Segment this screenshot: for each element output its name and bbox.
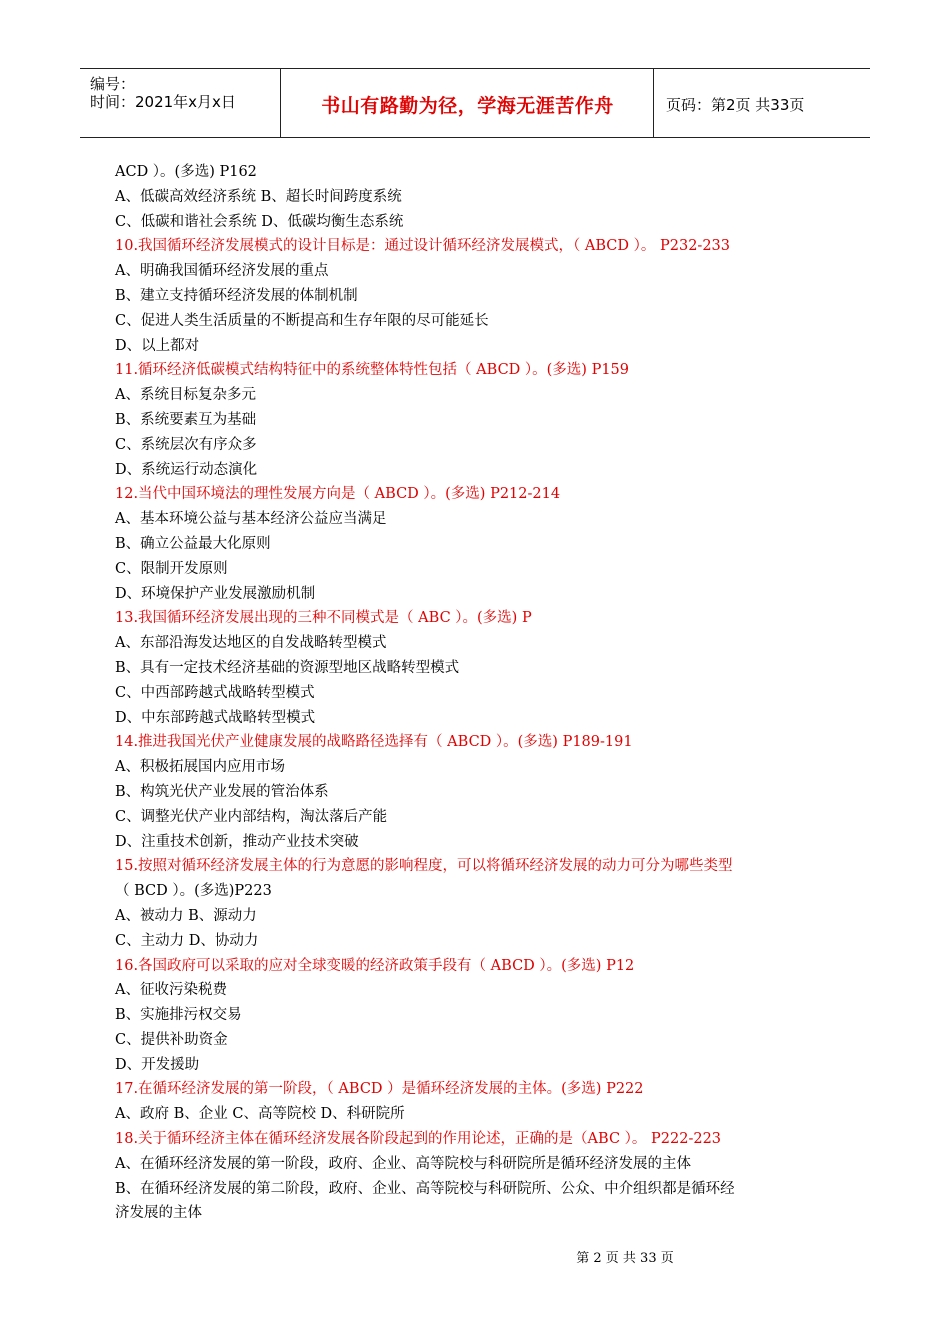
text-line: D、注重技术创新，推动产业技术突破 [115, 833, 359, 850]
document-body [115, 160, 845, 1226]
text-line: （ BCD ）。(多选)P223 [115, 883, 272, 900]
text-line: B、系统要素互为基础 [115, 411, 257, 428]
text-line: A、基本环境公益与基本经济公益应当满足 [115, 511, 387, 528]
question-line: 10.我国循环经济发展模式的设计目标是：通过设计循环经济发展模式，（ ABCD ）。 P232-233 [115, 238, 731, 255]
text-line: B、在循环经济发展的第二阶段，政府、企业、高等院校与科研院所、公众、中介组织都是循环经 [115, 1180, 735, 1197]
question-line: 18.关于循环经济主体在循环经济发展各阶段起到的作用论述，正确的是（ABC ）。 P222-223 [115, 1131, 722, 1148]
text-line: A、积极拓展国内应用市场 [115, 759, 285, 776]
question-line: 15.按照对循环经济发展主体的行为意愿的影响程度，可以将循环经济发展的动力可分为哪些类型 [115, 858, 733, 875]
page-header [80, 68, 870, 138]
text-line: D、环境保护产业发展激励机制 [115, 585, 316, 602]
text-line: A、低碳高效经济系统 B、超长时间跨度系统 [115, 188, 402, 205]
text-line: C、主动力 D、协动力 [115, 932, 259, 949]
text-line: C、限制开发原则 [115, 560, 228, 577]
page-footer: 第 2 页 共 33 页 [576, 1251, 674, 1266]
question-line: 13.我国循环经济发展出现的三种不同模式是（ ABC ）。(多选) P [115, 610, 532, 627]
text-line: C、低碳和谐社会系统 D、低碳均衡生态系统 [115, 213, 404, 230]
text-line: A、在循环经济发展的第一阶段，政府、企业、高等院校与科研院所是循环经济发展的主体 [115, 1155, 691, 1172]
question-line: 12.当代中国环境法的理性发展方向是（ ABCD ）。(多选) P212-214 [115, 486, 561, 503]
text-line: B、建立支持循环经济发展的体制机制 [115, 287, 358, 304]
text-line: D、开发援助 [115, 1056, 200, 1073]
header-motto-cell [282, 69, 654, 137]
header-right-cell [656, 69, 870, 137]
text-line: B、确立公益最大化原则 [115, 535, 271, 552]
text-line: C、系统层次有序众多 [115, 436, 257, 453]
text-line: B、构筑光伏产业发展的管治体系 [115, 783, 329, 800]
text-line: A、明确我国循环经济发展的重点 [115, 263, 329, 280]
text-line: ACD ）。(多选) P162 [115, 164, 257, 180]
motto: 书山有路勤为径，学海无涯苦作舟 [321, 95, 614, 117]
text-line: B、实施排污权交易 [115, 1007, 242, 1024]
question-line: 11.循环经济低碳模式结构特征中的系统整体特性包括（ ABCD ）。(多选) P159 [115, 362, 629, 379]
text-line: 济发展的主体 [115, 1205, 202, 1222]
number-label: 编号： [90, 75, 136, 93]
text-line: D、以上都对 [115, 337, 200, 354]
text-line: C、调整光伏产业内部结构，淘汰落后产能 [115, 808, 388, 825]
text-line: D、系统运行动态演化 [115, 461, 258, 478]
text-line: D、中东部跨越式战略转型模式 [115, 709, 316, 726]
text-line: A、系统目标复杂多元 [115, 387, 256, 404]
text-line: A、东部沿海发达地区的自发战略转型模式 [115, 635, 387, 652]
text-line: A、征收污染税费 [115, 982, 227, 999]
header-left-cell [80, 69, 281, 137]
text-line: A、政府 B、企业 C、高等院校 D、科研院所 [115, 1106, 405, 1123]
text-line: C、促进人类生活质量的不断提高和生存年限的尽可能延长 [115, 312, 489, 329]
question-line: 17.在循环经济发展的第一阶段，（ ABCD ）是循环经济发展的主体。(多选) P222 [115, 1081, 644, 1098]
text-line: A、被动力 B、源动力 [115, 907, 257, 924]
text-line: C、提供补助资金 [115, 1031, 228, 1048]
text-line: C、中西部跨越式战略转型模式 [115, 684, 315, 701]
page-info: 页码：第2页 共33页 [666, 96, 805, 114]
question-line: 16.各国政府可以采取的应对全球变暖的经济政策手段有（ ABCD ）。(多选) P12 [115, 957, 635, 974]
text-line: B、具有一定技术经济基础的资源型地区战略转型模式 [115, 659, 460, 676]
date-label: 时间：2021年x月x日 [90, 93, 236, 111]
question-line: 14.推进我国光伏产业健康发展的战略路径选择有（ ABCD ）。(多选) P189-191 [115, 734, 633, 751]
